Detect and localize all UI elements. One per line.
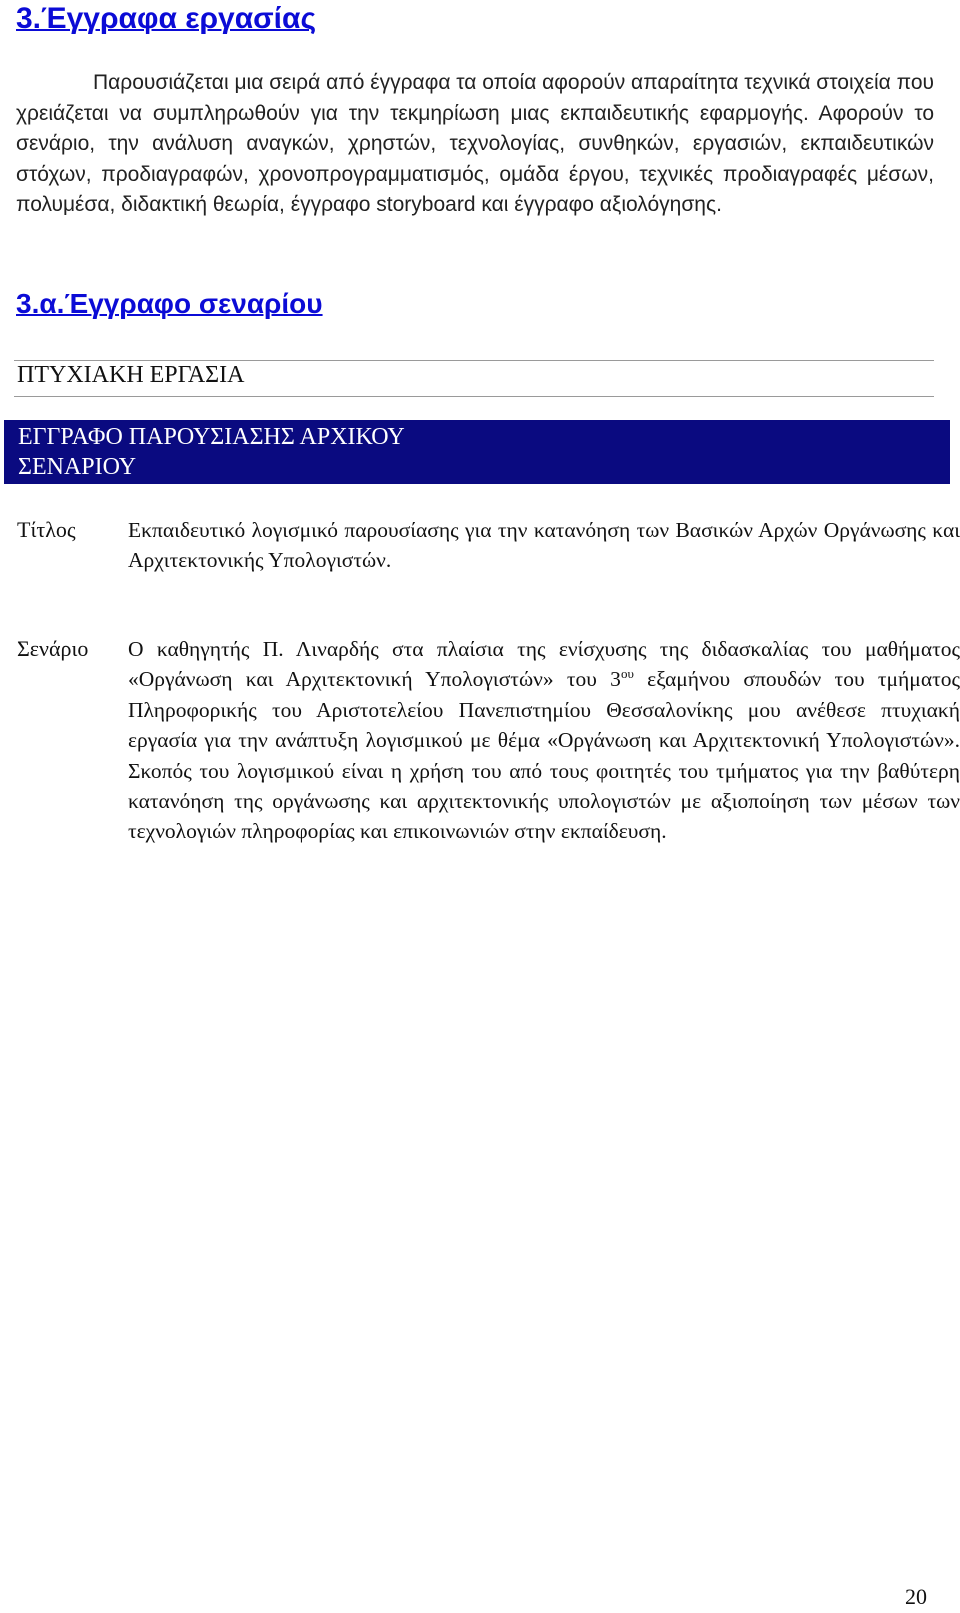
scenario-label: Σενάριο xyxy=(17,636,89,661)
document-type-label: ΠΤΥΧΙΑΚΗ ΕΡΓΑΣΙΑ xyxy=(17,362,245,388)
subsection-heading: 3.α.Έγγραφο σεναρίου xyxy=(16,288,323,319)
title-value: Εκπαιδευτικό λογισμικό παρουσίασης για την κατανόηση των Βασικών Αρχών Οργάνωσης και Αρχιτεκτονικής Υπολογιστών. xyxy=(128,518,960,573)
page-number: 20 xyxy=(905,1584,927,1609)
banner-title: ΕΓΓΡΑΦΟ ΠΑΡΟΥΣΙΑΣΗΣ ΑΡΧΙΚΟΥ ΣΕΝΑΡΙΟΥ xyxy=(18,424,404,480)
bottom-rule xyxy=(14,396,934,397)
section-heading: 3.Έγγραφα εργασίας xyxy=(16,2,317,35)
scenario-text-start: Ο καθηγητής Π. Λιναρδής στα πλαίσια της ενίσχυσης της διδασκαλίας του μαθήματος «Οργάνωση και Αρχιτεκτονική Υπολογιστών» του 3 xyxy=(128,637,960,692)
title-label: Τίτλος xyxy=(17,517,76,542)
scenario-text xyxy=(128,634,960,847)
ordinal-superscript: ου xyxy=(620,666,634,682)
scenario-text-end: εξαμήνου σπουδών του τμήματος Πληροφορικής του Αριστοτελείου Πανεπιστημίου Θεσσαλονίκης μου ανέθεσε πτυχιακή εργασία για την ανάπτυξη λογισμικού με θέμα «Οργάνωση και Αρχιτεκτονική Υπολογιστών». Σκοπός του λογισμικού είναι η χρήση του από τους φοιτητές του τμήματος για την βαθύτερη κατανόηση της οργάνωσης και αρχιτεκτονικής υπολογιστών με αξιοποίηση των μέσων των τεχνολογιών πληροφορίας και επικοινωνιών στην εκπαίδευση. xyxy=(128,667,960,844)
intro-paragraph: Παρουσιάζεται μια σειρά από έγγραφα τα οποία αφορούν απαραίτητα τεχνικά στοιχεία που χρειάζεται να συμπληρωθούν για την τεκμηρίωση μιας εκπαιδευτικής εφαρμογής. Αφορούν το σενάριο, την ανάλυση αναγκών, χρηστών, τεχνολογίας, συνθηκών, εργασιών, εκπαιδευτικών στόχων, προδιαγραφών, χρονοπρογραμματισμός, ομάδα έργου, τεχνικές προδιαγραφές μέσων, πολυμέσα, διδακτική θεωρία, έγγραφο storyboard και έγγραφο αξιολόγησης. xyxy=(16,71,934,216)
document-banner xyxy=(4,420,950,484)
